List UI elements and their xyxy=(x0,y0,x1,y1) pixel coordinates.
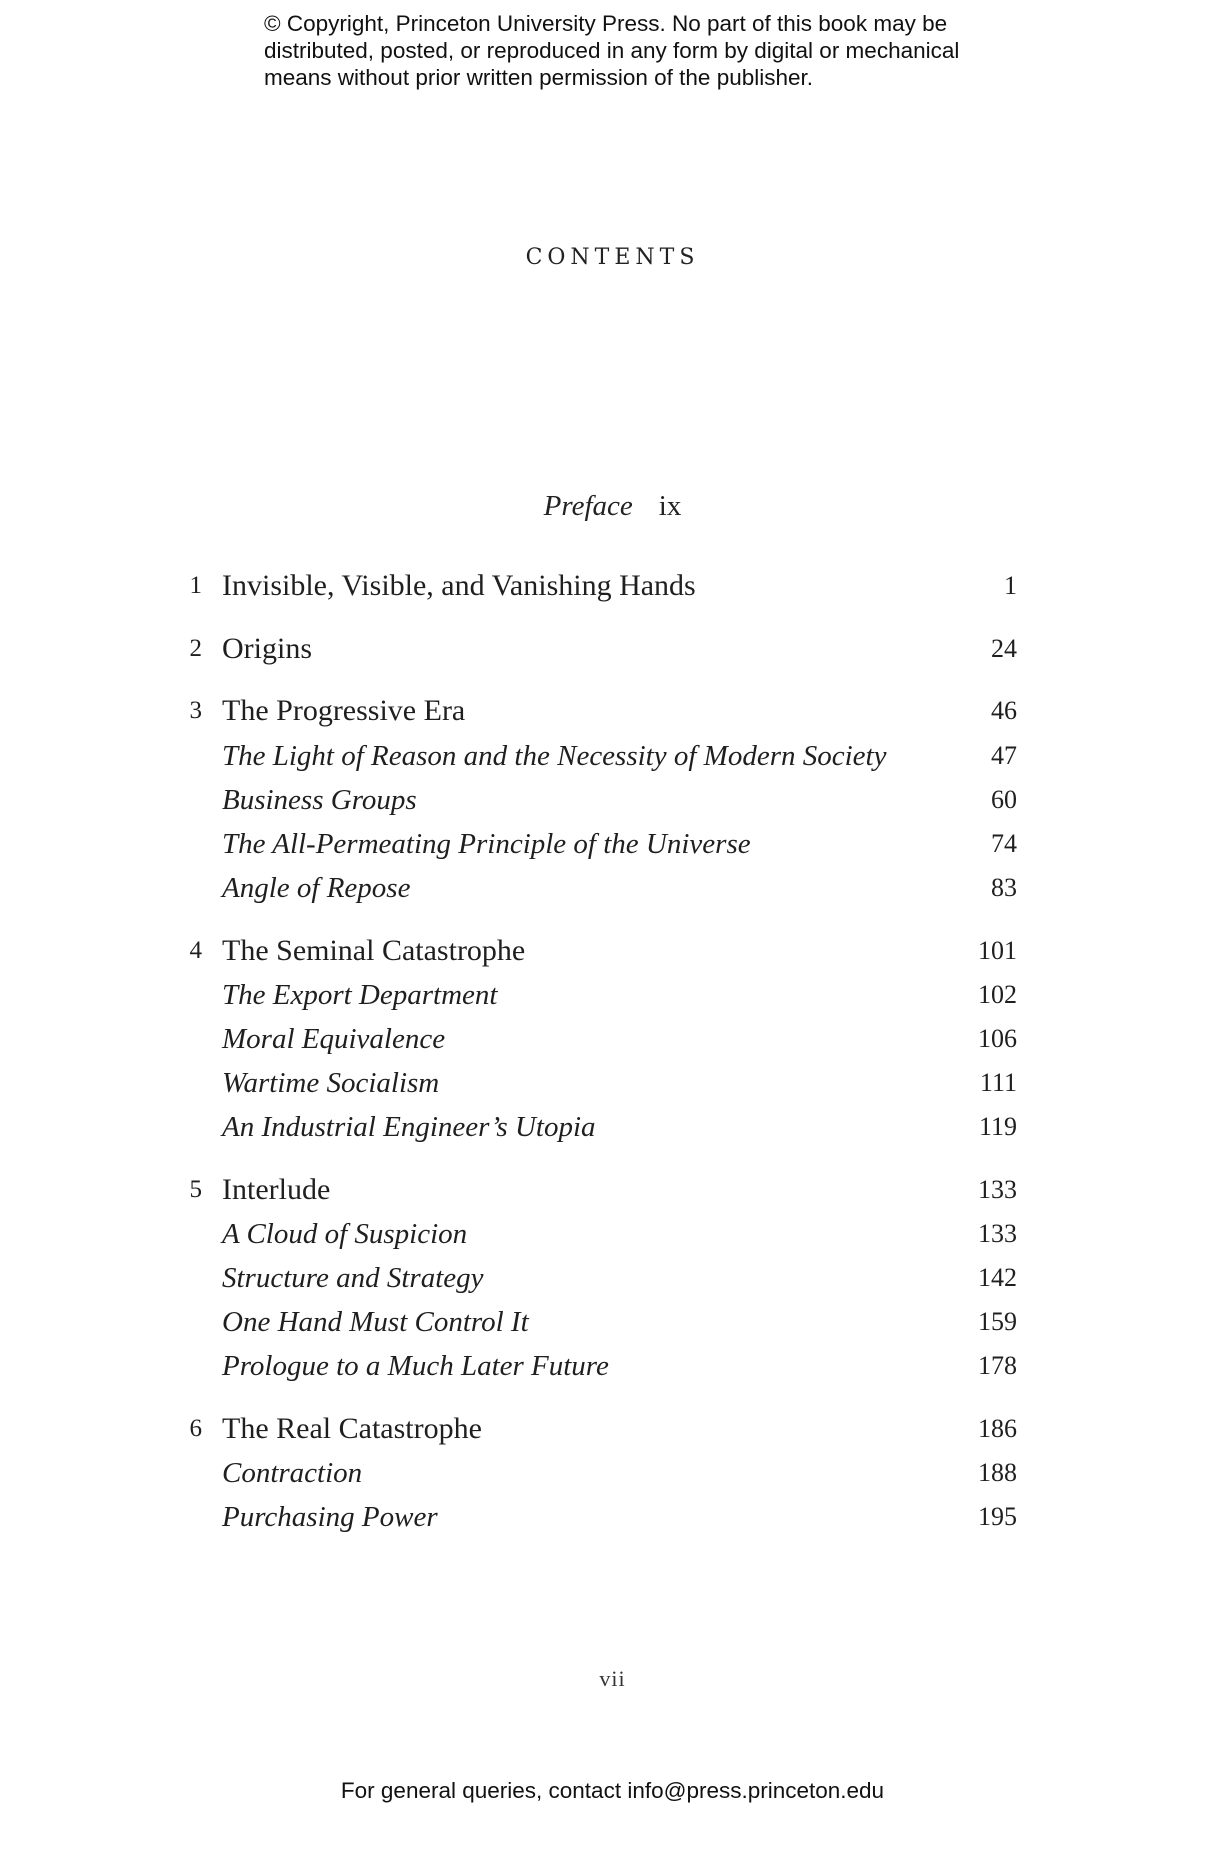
chapter-title: The Seminal Catastrophe xyxy=(222,934,526,967)
page-number: 83 xyxy=(991,873,1017,902)
toc-section[interactable] xyxy=(0,778,1225,822)
section-title: An Industrial Engineer’s Utopia xyxy=(222,1111,596,1143)
section-title: Angle of Repose xyxy=(222,872,411,904)
toc-chapter-6[interactable] xyxy=(0,1407,1225,1451)
page-number: 60 xyxy=(991,785,1017,814)
page-number: 133 xyxy=(978,1175,1017,1204)
section-title: Contraction xyxy=(222,1457,363,1489)
page-number: 24 xyxy=(991,634,1017,663)
toc-chapter-4[interactable] xyxy=(0,929,1225,973)
toc-section[interactable] xyxy=(0,1495,1225,1539)
section-title: The Export Department xyxy=(222,979,498,1011)
page-number: 142 xyxy=(978,1263,1017,1292)
toc-chapter-1[interactable] xyxy=(0,564,1225,608)
page-number: 159 xyxy=(978,1307,1017,1336)
page-number: 106 xyxy=(978,1024,1017,1053)
toc-chapter-3[interactable] xyxy=(0,689,1225,733)
section-title: One Hand Must Control It xyxy=(222,1306,529,1338)
toc-section[interactable] xyxy=(0,1105,1225,1149)
section-title: A Cloud of Suspicion xyxy=(222,1218,468,1250)
chapter-number: 4 xyxy=(189,937,202,964)
toc-section[interactable] xyxy=(0,1017,1225,1061)
toc-section[interactable] xyxy=(0,866,1225,910)
page-number: 188 xyxy=(978,1458,1017,1487)
page-number: 186 xyxy=(978,1414,1017,1443)
section-title: Business Groups xyxy=(222,784,417,816)
toc-section[interactable] xyxy=(0,1212,1225,1256)
toc-section[interactable] xyxy=(0,1061,1225,1105)
page-number: 1 xyxy=(1004,571,1017,600)
preface-page: ix xyxy=(658,490,682,522)
page-number: 101 xyxy=(978,936,1017,965)
contents-heading: CONTENTS xyxy=(525,245,700,270)
chapter-number: 6 xyxy=(189,1415,202,1442)
page-number: 74 xyxy=(991,829,1017,858)
preface-title: Preface xyxy=(543,490,633,522)
toc-chapter-5[interactable] xyxy=(0,1168,1225,1212)
chapter-number: 3 xyxy=(189,697,202,724)
toc-section[interactable] xyxy=(0,1451,1225,1495)
page-number: 47 xyxy=(991,741,1017,770)
chapter-number: 2 xyxy=(189,635,202,662)
chapter-title: Interlude xyxy=(222,1173,331,1206)
toc-section[interactable] xyxy=(0,1300,1225,1344)
section-title: Prologue to a Much Later Future xyxy=(222,1350,609,1382)
toc-section[interactable] xyxy=(0,734,1225,778)
copyright-line: © Copyright, Princeton University Press. No part of this book may be xyxy=(264,11,948,36)
page-number: 133 xyxy=(978,1219,1017,1248)
section-title: Purchasing Power xyxy=(222,1501,438,1533)
toc-section[interactable] xyxy=(0,1256,1225,1300)
toc-section[interactable] xyxy=(0,1344,1225,1388)
toc-chapter-2[interactable] xyxy=(0,627,1225,671)
chapter-title: The Progressive Era xyxy=(222,694,466,727)
chapter-title: The Real Catastrophe xyxy=(222,1412,482,1445)
page-number: 111 xyxy=(979,1068,1017,1097)
section-title: Structure and Strategy xyxy=(222,1262,484,1294)
copyright-line: distributed, posted, or reproduced in any form by digital or mechanical xyxy=(264,38,960,63)
chapter-title: Origins xyxy=(222,632,312,665)
chapter-number: 1 xyxy=(189,572,202,599)
section-title: The Light of Reason and the Necessity of Modern Society xyxy=(222,740,887,772)
page-number: 102 xyxy=(978,980,1017,1009)
chapter-title: Invisible, Visible, and Vanishing Hands xyxy=(222,569,696,602)
toc-section[interactable] xyxy=(0,973,1225,1017)
chapter-number: 5 xyxy=(189,1176,202,1203)
section-title: Wartime Socialism xyxy=(222,1067,440,1099)
footer-contact: For general queries, contact info@press.princeton.edu xyxy=(340,1778,885,1803)
section-title: The All-Permeating Principle of the Universe xyxy=(222,828,751,860)
section-title: Moral Equivalence xyxy=(222,1023,446,1055)
page-number: 46 xyxy=(991,696,1017,725)
copyright-line: means without prior written permission of the publisher. xyxy=(264,65,814,90)
page-number: 178 xyxy=(978,1351,1017,1380)
toc-section[interactable] xyxy=(0,822,1225,866)
page-number: 195 xyxy=(978,1502,1017,1531)
page-folio: vii xyxy=(599,1666,626,1691)
page-number: 119 xyxy=(978,1112,1017,1141)
